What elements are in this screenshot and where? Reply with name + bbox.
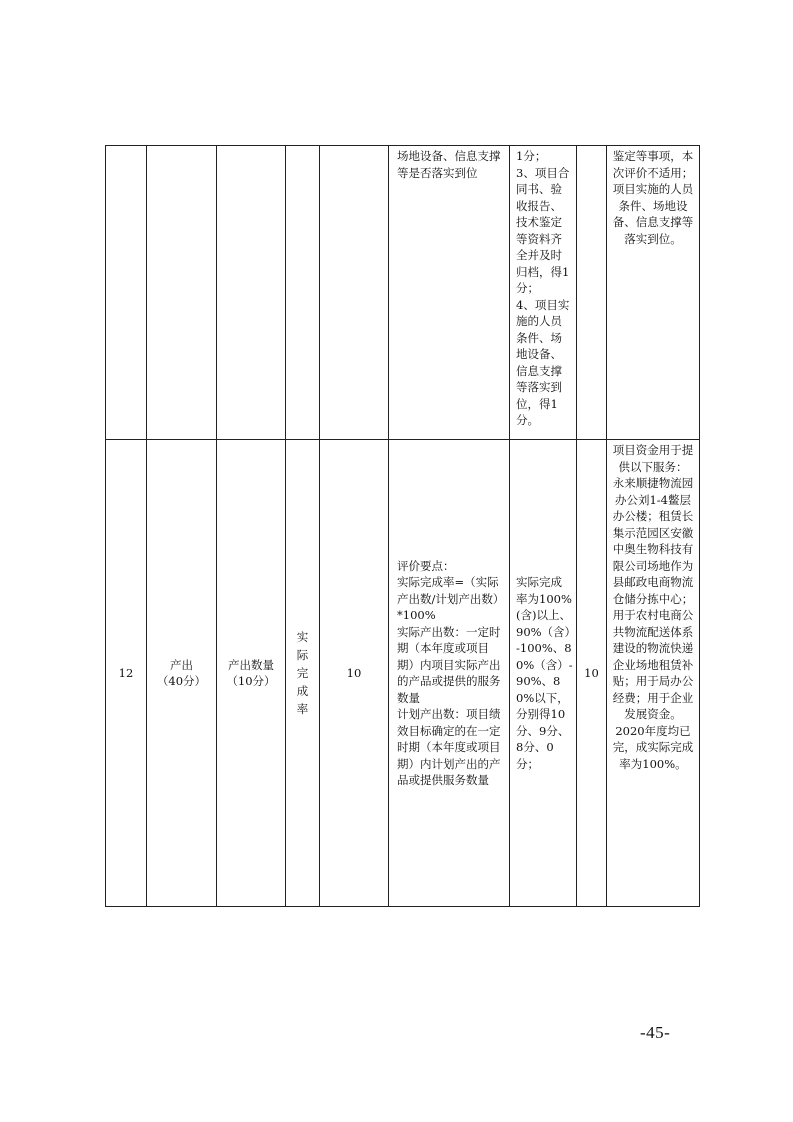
table-row [106,146,700,440]
evaluation-note-cell: 鉴定等事项，本次评价不适用；项目实施的人员条件、场地设备、信息支撑等落实到位。 [607,146,700,440]
level1-indicator-cell [147,146,217,440]
scoring-standard-cell: 实际完成率为100%(含)以上、90%（含）-100%、80%（含）-90%、80%以下，分别得10分、9分、8分、0分； [510,440,577,907]
table-row [106,440,700,907]
level2-indicator-cell: 产出数量 （10分） [217,440,286,907]
evaluation-note-cell: 项目资金用于提供以下服务： 永来顺捷物流园办公刘1-4鳖层办公楼；租赁长集示范园区安徽中奥生物科技有限公司场地作为县邮政电商物流仓储分拣中心；用于农村电商公共物流配送体系建设的物流快递企业场地租赁补贴；用于局办公经费；用于企业发展资金。 2020年度均已完，成实际完成率为100%。 [607,440,700,907]
level2-indicator-cell [217,146,286,440]
score-cell [577,146,607,440]
row-seq-cell: 12 [106,440,147,907]
page-number: -45- [640,1023,671,1042]
level1-indicator-cell: 产出 （40分） [147,440,217,907]
evaluation-table [105,145,700,907]
level3-indicator-cell: 实际完成率 [286,440,320,907]
row-seq-cell [106,146,147,440]
score-cell: 10 [577,440,607,907]
weight-cell: 10 [320,440,389,907]
level3-indicator-cell [286,146,320,440]
weight-cell [320,146,389,440]
scoring-standard-cell: 1分； 3、项目合同书、验收报告、技术鉴定等资料齐全并及时归档，得1分； 4、项目实施的人员条件、场地设备、信息支撑等落实到位，得1分。 [510,146,577,440]
criteria-cell: 场地设备、信息支撑等是否落实到位 [389,146,510,440]
criteria-cell: 评价要点： 实际完成率=（实际产出数/计划产出数）*100% 实际产出数：一定时期（本年度或项目期）内项目实际产出的产品或提供的服务数量 计划产出数：项目绩效目标确定的在一定时期（本年度或项目期）内计划产出的产品或提供服务数量 [389,440,510,907]
